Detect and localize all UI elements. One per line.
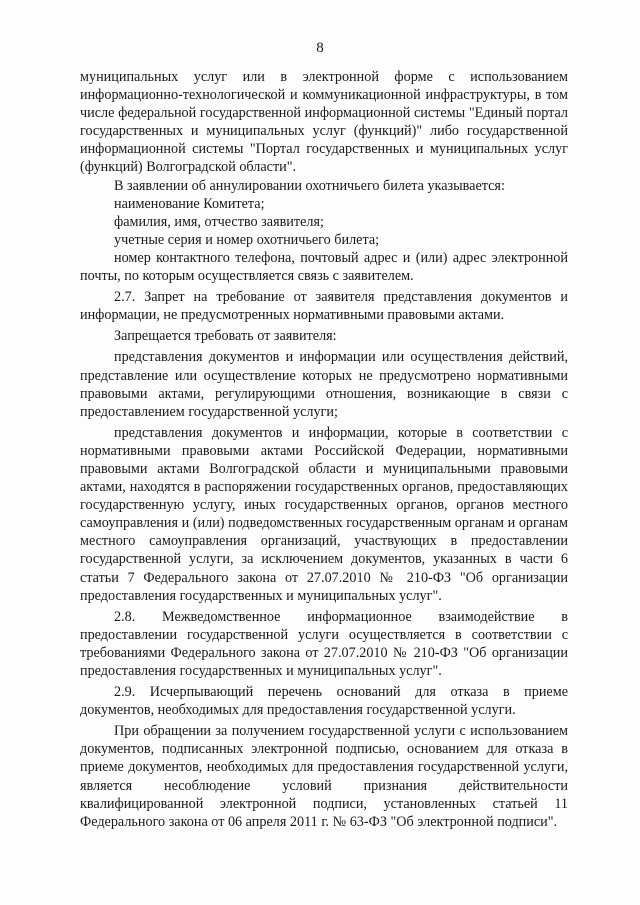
- list-item-committee-name: наименование Комитета;: [114, 195, 265, 212]
- page-number: 8: [316, 40, 324, 56]
- section-2-9-heading: 2.9. Исчерпывающий перечень оснований для отказа в приеме документов, необходимых для предоставления государственной услуги.: [80, 684, 568, 719]
- paragraph-application-contents: В заявлении об аннулировании охотничьего билета указывается:: [114, 177, 505, 194]
- section-2-8: 2.8. Межведомственное информационное взаимодействие в предоставлении государственной услуги осуществляется в соответствии с требованиями Федерального закона от 27.07.2010 № 210-ФЗ "Об организации предоставления государственных и муниципальных услуг".: [80, 608, 568, 679]
- section-2-7-heading: 2.7. Запрет на требование от заявителя представления документов и информации, не предусмотренных нормативными правовыми актами.: [80, 289, 568, 324]
- list-item-contacts: номер контактного телефона, почтовый адрес и (или) адрес электронной почты, по которым осуществляется связь с заявителем.: [80, 249, 568, 285]
- list-item-applicant-name: фамилия, имя, отчество заявителя;: [114, 213, 324, 230]
- list-item-ticket-number: учетные серия и номер охотничьего билета;: [114, 231, 380, 248]
- document-body: [80, 68, 568, 831]
- paragraph-continuation: муниципальных услуг или в электронной форме с использованием информационно-технологической и коммуникационной инфраструктуры, в том числе федеральной государственной информационной системы "Единый портал государственных и муниципальных услуг (функций)" либо государственной информационной системы "Портал государственных и муниципальных услуг (функций) Волгоградской области".: [80, 69, 568, 176]
- paragraph-prohibited: Запрещается требовать от заявителя:: [114, 328, 337, 345]
- paragraph-refusal-grounds: При обращении за получением государственной услуги с использованием документов, подписанных электронной подписью, основанием для отказа в приеме документов, необходимых для предоставления государственной услуги, является несоблюдение условий признания действительности квалифицированной электронной подписи, установленных статьей 11 Федерального закона от 06 апреля 2011 г. № 63-ФЗ "Об электронной подписи".: [80, 723, 568, 830]
- paragraph-prohibition-2: представления документов и информации, которые в соответствии с нормативными правовыми актами Российской Федерации, нормативными правовыми актами Волгоградской области и муниципальными правовыми актами, находятся в распоряжении государственных органов, предоставляющих государственную услугу, иных государственных органов, органов местного самоуправления и (или) подведомственных государственным органам и органам местного самоуправления организаций, участвующих в предоставлении государственной услуги, за исключением документов, указанных в части 6 статьи 7 Федерального закона от 27.07.2010 № 210-ФЗ "Об организации предоставления государственных и муниципальных услуг".: [80, 424, 568, 604]
- paragraph-prohibition-1: представления документов и информации или осуществления действий, представление или осуществление которых не предусмотрено нормативными правовыми актами, регулирующими отношения, возникающие в связи с предоставлением государственной услуги;: [80, 349, 568, 420]
